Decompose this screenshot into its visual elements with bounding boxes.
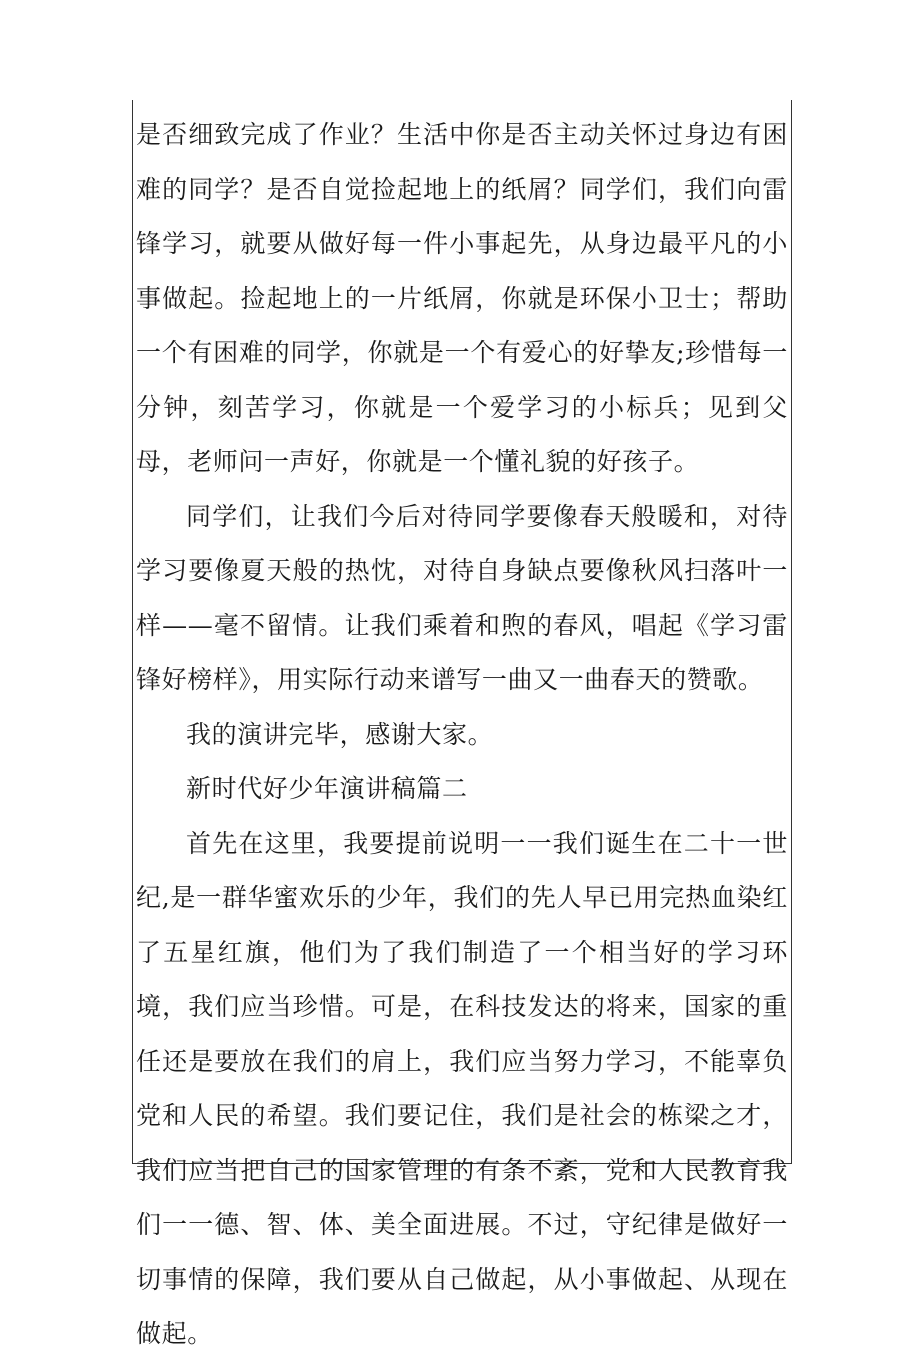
paragraph-continuation: 是否细致完成了作业？生活中你是否主动关怀过身边有困难的同学？是否自觉捡起地上的纸屑？同学们，我们向雷锋学习，就要从做好每一件小事起先，从身边最平凡的小事做起。捡起地上的一片纸屑，你就是环保小卫士；帮助一个有困难的同学，你就是一个有爱心的好挚友;珍惜每一分钟，刻苦学习，你就是一个爱学习的小标兵；见到父母，老师问一声好，你就是一个懂礼貌的好孩子。 <box>136 120 788 476</box>
paragraph-closing: 我的演讲完毕，感谢大家。 <box>186 719 494 749</box>
paragraph-section-two: 首先在这里，我要提前说明一一我们诞生在二十一世纪,是一群华蜜欢乐的少年，我们的先人早已用完热血染红了五星红旗，他们为了我们制造了一个相当好的学习环境，我们应当珍惜。可是，在科技发达的将来，国家的重任还是要放在我们的肩上，我们应当努力学习，不能辜负党和人民的希望。我们要记住，我们是社会的栋梁之才，我们应当把自己的国家管理的有条不紊，党和人民教育我们一一德、智、体、美全面进展。不过，守纪律是做好一切事情的保障，我们要从自己做起，从小事做起、从现在做起。 <box>136 828 788 1348</box>
document-body <box>136 108 788 1362</box>
paragraph-summary: 同学们，让我们今后对待同学要像春天般暖和，对待学习要像夏天般的热忱，对待自身缺点要像秋风扫落叶一样——毫不留情。让我们乘着和煦的春风，唱起《学习雷锋好榜样》，用实际行动来谱写一曲又一曲春天的赞歌。 <box>136 501 788 694</box>
section-heading: 新时代好少年演讲稿篇二 <box>186 774 468 803</box>
